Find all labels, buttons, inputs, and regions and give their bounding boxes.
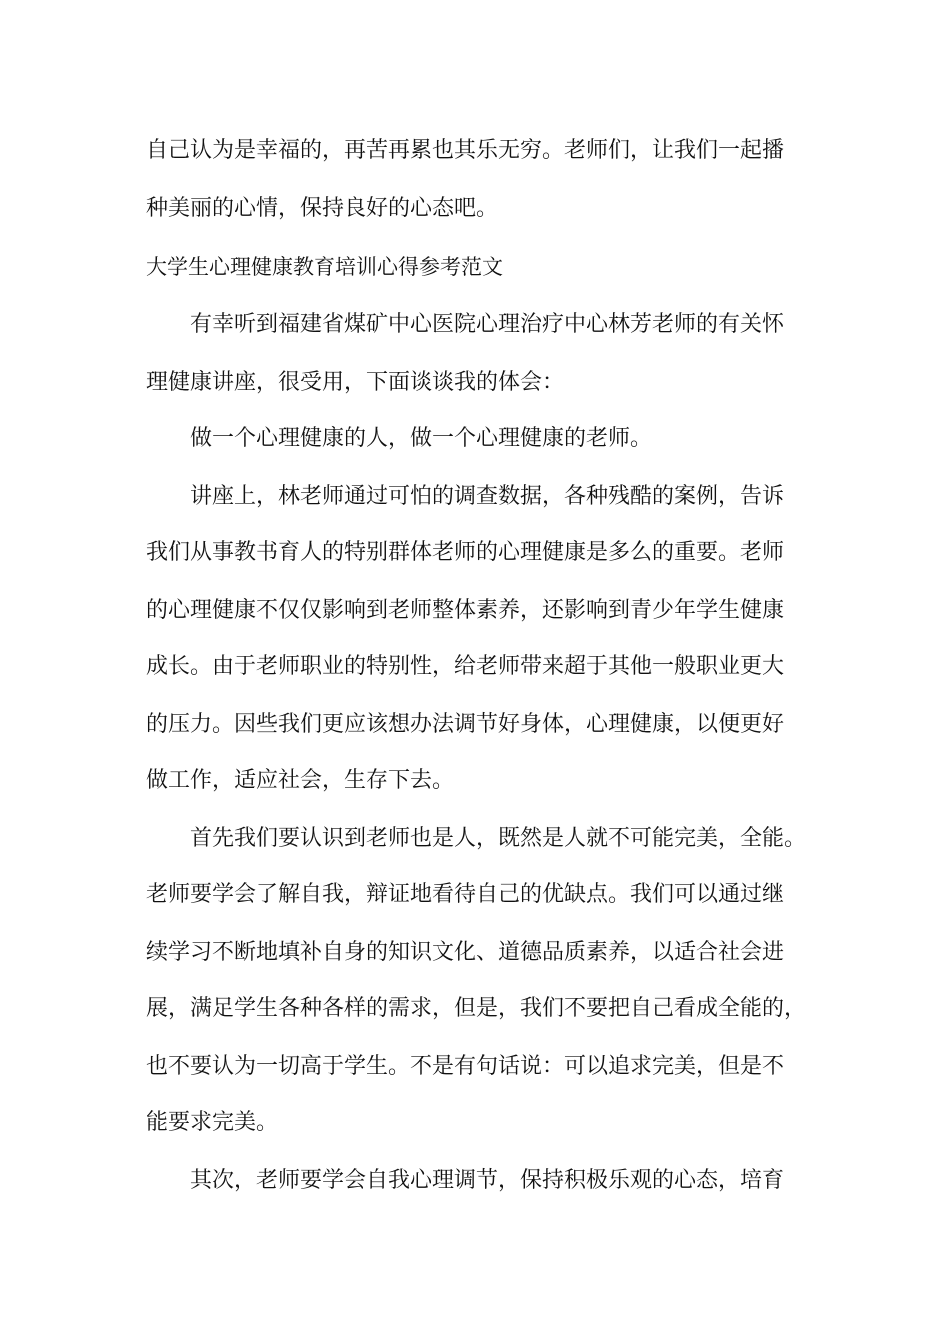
body-text-line: 的心理健康不仅仅影响到老师整体素养，还影响到青少年学生健康: [146, 598, 785, 623]
body-text-line: 讲座上，林老师通过可怕的调查数据，各种残酷的案例，告诉: [190, 484, 785, 509]
body-text-line: 理健康讲座，很受用，下面谈谈我的体会：: [146, 370, 565, 395]
section-title: 大学生心理健康教育培训心得参考范文: [146, 255, 503, 279]
body-text-line: 能要求完美。: [146, 1110, 279, 1135]
body-text-line: 做工作，适应社会，生存下去。: [146, 768, 455, 793]
body-text-line: 自己认为是幸福的，再苦再累也其乐无穷。老师们，让我们一起播: [146, 138, 785, 163]
body-text-line: 的压力。因些我们更应该想办法调节好身体，心理健康，以便更好: [146, 712, 785, 737]
body-text-line: 其次，老师要学会自我心理调节，保持积极乐观的心态，培育: [190, 1168, 785, 1193]
body-text-line: 我们从事教书育人的特别群体老师的心理健康是多么的重要。老师: [146, 540, 785, 565]
body-text-line: 续学习不断地填补自身的知识文化、道德品质素养，以适合社会进: [146, 940, 785, 965]
body-text-line: 也不要认为一切高于学生。不是有句话说：可以追求完美，但是不: [146, 1054, 785, 1079]
body-text-line: 有幸听到福建省煤矿中心医院心理治疗中心林芳老师的有关怀: [190, 312, 785, 337]
body-text-line: 种美丽的心情，保持良好的心态吧。: [146, 196, 499, 221]
body-text-line: 成长。由于老师职业的特别性，给老师带来超于其他一般职业更大: [146, 654, 785, 679]
body-text-line: 首先我们要认识到老师也是人，既然是人就不可能完美，全能。: [190, 826, 807, 851]
body-text-line: 展，满足学生各种各样的需求，但是，我们不要把自己看成全能的，: [146, 996, 807, 1021]
body-text-line: 做一个心理健康的人，做一个心理健康的老师。: [190, 426, 653, 451]
body-text-line: 老师要学会了解自我，辩证地看待自己的优缺点。我们可以通过继: [146, 882, 785, 907]
